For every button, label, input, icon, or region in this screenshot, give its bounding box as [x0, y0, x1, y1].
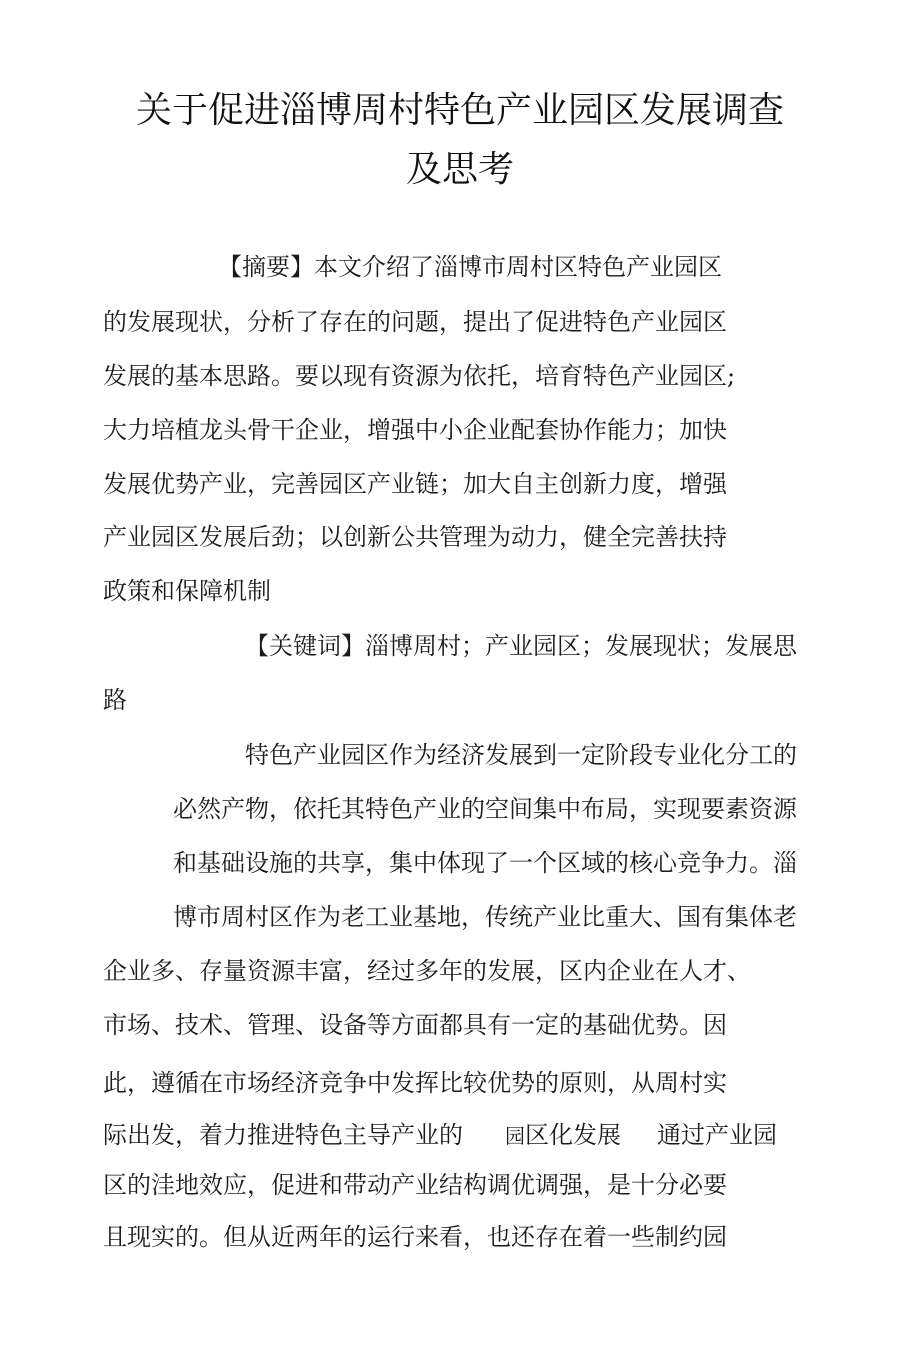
keywords-line [245, 631, 797, 661]
body-line: 特色产业园区作为经济发展到一定阶段专业化分工的 [245, 741, 797, 769]
keywords-label: 【关键词】 [245, 632, 365, 660]
abstract-label: 【摘要】 [218, 253, 314, 281]
abstract-line: 大力培植龙头骨干企业，增强中小企业配套协作能力；加快 [103, 416, 727, 444]
abstract-line: 发展的基本思路。要以现有资源为依托，培育特色产业园区; [103, 362, 736, 390]
body-line: 和基础设施的共享，集中体现了一个区域的核心竞争力。淄 [173, 849, 797, 877]
body-text-fragment: 通过产业园 [657, 1121, 777, 1149]
abstract-line: 的发展现状，分析了存在的问题，提出了促进特色产业园区 [103, 308, 727, 336]
body-text-fragment: 园 [505, 1124, 525, 1148]
document-title-line-2: 及思考 [405, 149, 514, 190]
body-line: 市场、技术、管理、设备等方面都具有一定的基础优势。因 [103, 1011, 727, 1039]
abstract-line: 政策和保障机制 [103, 577, 271, 605]
body-line: 企业多、存量资源丰富，经过多年的发展，区内企业在人才、 [103, 957, 751, 985]
body-line [103, 1120, 777, 1151]
body-line: 必然产物，依托其特色产业的空间集中布局，实现要素资源 [173, 795, 797, 823]
body-line: 区的洼地效应，促进和带动产业结构调优调强，是十分必要 [103, 1171, 727, 1199]
body-text-fragment: 区化发展 [525, 1121, 621, 1149]
keywords-text: 淄博周村；产业园区；发展现状；发展思 [365, 632, 797, 660]
abstract-line: 发展优势产业，完善园区产业链；加大自主创新力度，增强 [103, 470, 727, 498]
abstract-line [218, 252, 722, 282]
body-text-fragment: 际出发，着力推进特色主导产业的 [103, 1121, 463, 1149]
body-line: 且现实的。但从近两年的运行来看，也还存在着一些制约园 [103, 1223, 727, 1251]
abstract-line: 产业园区发展后劲；以创新公共管理为动力，健全完善扶持 [103, 523, 727, 551]
document-title-line-1: 关于促进淄博周村特色产业园区发展调查 [135, 90, 784, 131]
keywords-line: 路 [103, 686, 127, 714]
abstract-text: 本文介绍了淄博市周村区特色产业园区 [314, 253, 722, 281]
body-line: 博市周村区作为老工业基地，传统产业比重大、国有集体老 [173, 903, 797, 931]
body-line: 此，遵循在市场经济竞争中发挥比较优势的原则，从周村实 [103, 1069, 727, 1097]
